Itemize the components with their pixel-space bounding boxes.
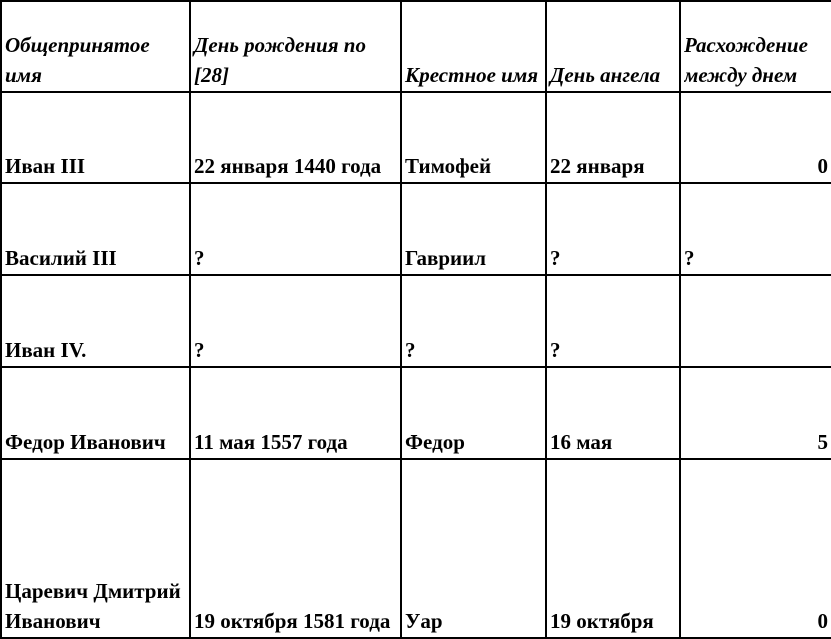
cell-birthday: 22 января 1440 года bbox=[190, 92, 401, 183]
header-cell-angel-day: День ангела bbox=[546, 1, 680, 92]
cell-birthday: ? bbox=[190, 183, 401, 275]
cell-baptismal-name: Гавриил bbox=[401, 183, 546, 275]
cell-baptismal-name: Тимофей bbox=[401, 92, 546, 183]
cell-birthday: ? bbox=[190, 275, 401, 367]
cell-difference: 0 bbox=[680, 459, 831, 638]
cell-angel-day: ? bbox=[546, 183, 680, 275]
table-row bbox=[1, 92, 831, 183]
cell-baptismal-name: Федор bbox=[401, 367, 546, 459]
cell-angel-day: ? bbox=[546, 275, 680, 367]
cell-difference: 5 bbox=[680, 367, 831, 459]
table-header-row bbox=[1, 1, 831, 92]
cell-difference: ? bbox=[680, 183, 831, 275]
cell-name: Федор Иванович bbox=[1, 367, 190, 459]
cell-baptismal-name: Уар bbox=[401, 459, 546, 638]
table-row bbox=[1, 459, 831, 638]
table-row bbox=[1, 183, 831, 275]
cell-name: Царевич Дмитрий Иванович bbox=[1, 459, 190, 638]
cell-angel-day: 16 мая bbox=[546, 367, 680, 459]
cell-difference bbox=[680, 275, 831, 367]
header-cell-baptismal-name: Крестное имя bbox=[401, 1, 546, 92]
cell-birthday: 19 октября 1581 года bbox=[190, 459, 401, 638]
cell-difference: 0 bbox=[680, 92, 831, 183]
cell-birthday: 11 мая 1557 года bbox=[190, 367, 401, 459]
cell-angel-day: 19 октября bbox=[546, 459, 680, 638]
cell-name: Василий III bbox=[1, 183, 190, 275]
cell-name: Иван III bbox=[1, 92, 190, 183]
cell-baptismal-name: ? bbox=[401, 275, 546, 367]
cell-angel-day: 22 января bbox=[546, 92, 680, 183]
header-cell-name: Общепринятое имя bbox=[1, 1, 190, 92]
cell-name: Иван IV. bbox=[1, 275, 190, 367]
header-cell-difference bbox=[680, 1, 831, 92]
header-difference-text: Расхождение между днем bbox=[684, 33, 808, 87]
header-cell-birthday: День рождения по [28] bbox=[190, 1, 401, 92]
table-row bbox=[1, 275, 831, 367]
table-row bbox=[1, 367, 831, 459]
